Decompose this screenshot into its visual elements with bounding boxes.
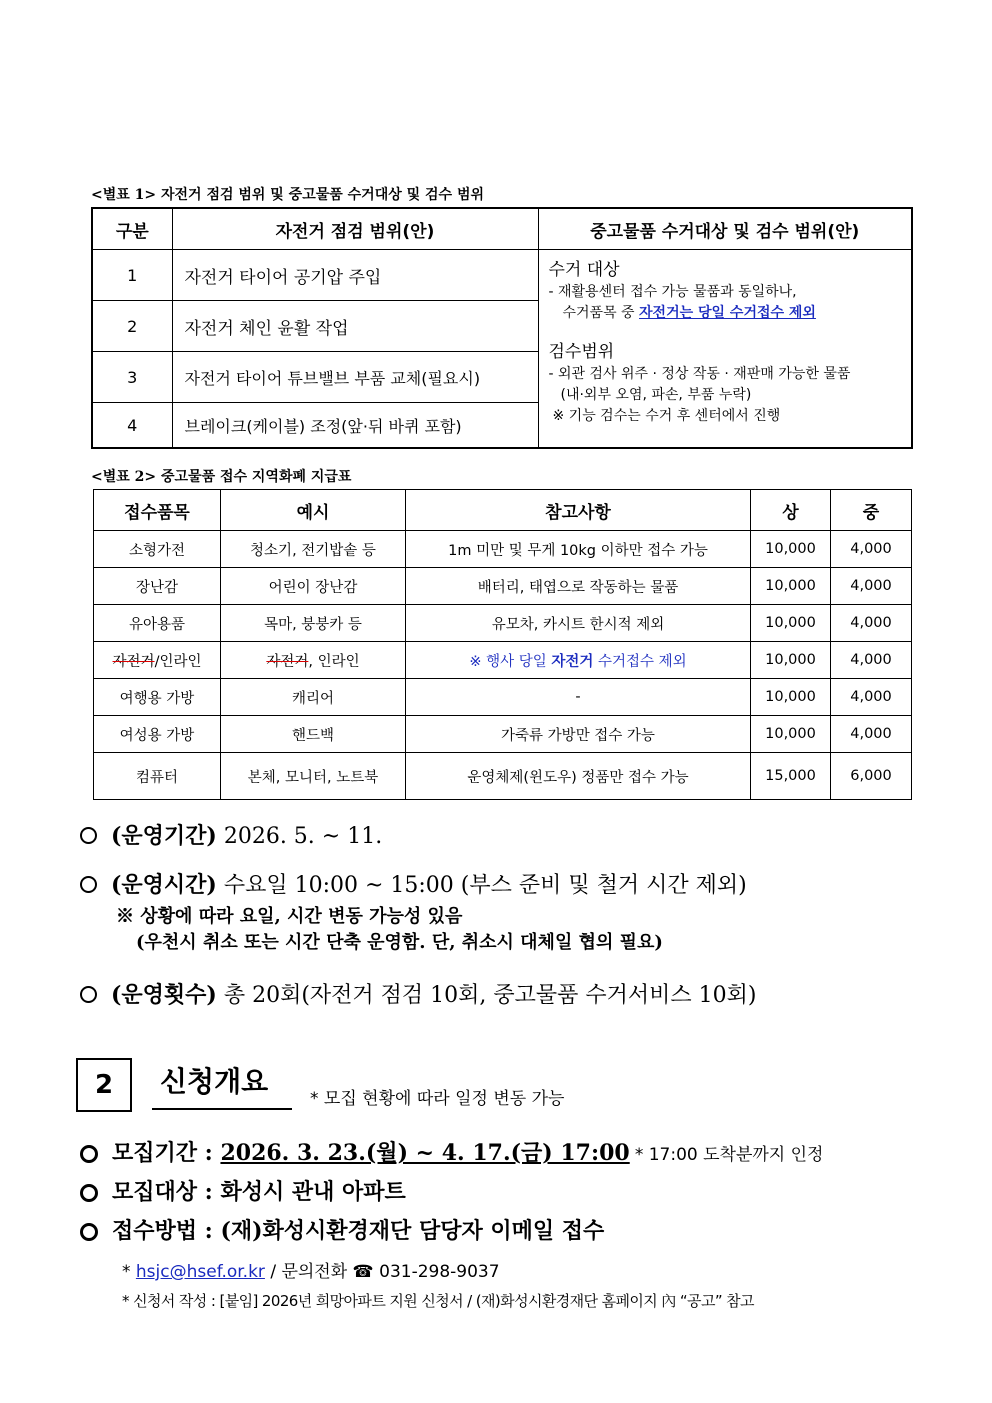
table1-caption: <별표 1> 자전거 점검 범위 및 중고물품 수거대상 및 검수 범위 (91, 187, 484, 203)
inspect-title: 검수범위 (548, 342, 615, 362)
recruit-target (80, 1175, 406, 1206)
cell-mid: 4,000 (831, 531, 912, 568)
cell-high: 10,000 (751, 605, 831, 642)
header-note: 참고사항 (406, 490, 751, 531)
item-rest: /인라인 (154, 653, 202, 670)
note-suffix: 수거접수 제외 (593, 653, 687, 670)
circle-bullet-icon (80, 1223, 98, 1241)
cell-high: 10,000 (751, 531, 831, 568)
cell-mid: 4,000 (831, 605, 912, 642)
cell-note (406, 642, 751, 679)
period-label: (운영기간) (111, 823, 217, 849)
time-note1: ※ 상황에 따라 요일, 시간 변동 가능성 있음 (116, 906, 463, 927)
cell-example: 핸드백 (221, 716, 406, 753)
cell-note: - (406, 679, 751, 716)
circle-bullet-icon (80, 827, 97, 844)
table-row (94, 568, 912, 605)
circle-bullet-icon (80, 1184, 98, 1202)
row-number: 1 (92, 250, 172, 301)
cell-mid: 4,000 (831, 679, 912, 716)
recruit-period (80, 1136, 823, 1167)
cell-mid: 4,000 (831, 568, 912, 605)
operation-period (80, 819, 382, 850)
struck-bike: 자전거 (266, 653, 309, 670)
row-text: 자전거 체인 윤활 작업 (172, 301, 538, 352)
header-mid: 중 (831, 490, 912, 531)
operation-count (80, 978, 756, 1009)
table-row (94, 679, 912, 716)
phone-label: / 문의전화 ☎ 031-298-9037 (264, 1262, 500, 1282)
cell-note: 운영체제(윈도우) 정품만 접수 가능 (406, 753, 751, 800)
cell-mid: 6,000 (831, 753, 912, 800)
row-number: 2 (92, 301, 172, 352)
cell-example: 캐리어 (221, 679, 406, 716)
cell-example: 청소기, 전기밥솥 등 (221, 531, 406, 568)
cell-mid: 4,000 (831, 716, 912, 753)
count-value: 총 20회(자전거 점검 10회, 중고물품 수거서비스 10회) (223, 983, 757, 1008)
cell-example: 본체, 모니터, 노트북 (221, 753, 406, 800)
row-text: 자전거 타이어 공기압 주입 (172, 250, 538, 301)
cell-note: 가죽류 가방만 접수 가능 (406, 716, 751, 753)
period-value: 2026. 5. ~ 11. (223, 824, 383, 849)
inspect-line1: - 외관 검사 위주 · 정상 작동 · 재판매 가능한 물품 (548, 366, 851, 382)
cell-high: 10,000 (751, 642, 831, 679)
table-header-row (94, 490, 912, 531)
target-label: 모집대상 : (112, 1179, 221, 1205)
cell-high: 10,000 (751, 716, 831, 753)
struck-bike: 자전거 (112, 653, 155, 670)
bike-excluded-highlight: 자전거는 당일 수거접수 제외 (639, 305, 816, 321)
collect-title: 수거 대상 (548, 260, 620, 280)
header-high: 상 (751, 490, 831, 531)
recruit-note: * 17:00 도착분까지 인정 (634, 1145, 824, 1165)
example-rest: , 인라인 (308, 653, 360, 670)
header-category: 구분 (92, 208, 172, 250)
cell-item: 여성용 가방 (94, 716, 221, 753)
section-number: 2 (76, 1058, 132, 1112)
goods-scope-cell (538, 250, 912, 449)
collect-line2-prefix: 수거품목 중 (562, 305, 640, 321)
reward-table (93, 489, 912, 800)
circle-bullet-icon (80, 876, 97, 893)
note-bold: 자전거 (551, 653, 594, 670)
cell-note: 1m 미만 및 무게 10kg 이하만 접수 가능 (406, 531, 751, 568)
section-note: * 모집 현황에 따라 일정 변동 가능 (310, 1089, 565, 1109)
cell-item: 장난감 (94, 568, 221, 605)
header-goods-scope: 중고물품 수거대상 및 검수 범위(안) (538, 208, 912, 250)
cell-mid: 4,000 (831, 642, 912, 679)
cell-high: 10,000 (751, 568, 831, 605)
count-label: (운영횟수) (111, 982, 217, 1008)
cell-item: 여행용 가방 (94, 679, 221, 716)
cell-note: 유모차, 카시트 한시적 제외 (406, 605, 751, 642)
table-row (94, 753, 912, 800)
method-label: 접수방법 : (112, 1218, 221, 1244)
form-note: * 신청서 작성 : [붙임] 2026년 희망아파트 지원 신청서 / (재)화성시환경재단 홈페이지 內 “공고” 참고 (122, 1292, 754, 1310)
header-bike-scope: 자전거 점검 범위(안) (172, 208, 538, 250)
cell-example: 목마, 붕붕카 등 (221, 605, 406, 642)
recruit-label: 모집기간 : (112, 1140, 221, 1166)
contact-line: * hsjc@hsef.or.kr / 문의전화 ☎ 031-298-9037 (122, 1262, 500, 1282)
recruit-value: 2026. 3. 23.(월) ~ 4. 17.(금) 17:00 (220, 1140, 630, 1166)
table-row (94, 531, 912, 568)
cell-high: 15,000 (751, 753, 831, 800)
table-row (92, 250, 912, 301)
table-row-bike (94, 642, 912, 679)
table2-caption: <별표 2> 중고물품 접수 지역화폐 지급표 (91, 469, 352, 485)
email-link[interactable]: hsjc@hsef.or.kr (135, 1262, 265, 1282)
row-text: 자전거 타이어 튜브밸브 부품 교체(필요시) (172, 352, 538, 403)
method-value: (재)화성시환경재단 담당자 이메일 접수 (220, 1218, 605, 1244)
collect-line2 (549, 303, 906, 324)
inspect-line3: ※ 기능 검수는 수거 후 센터에서 진행 (552, 408, 781, 424)
header-example: 예시 (221, 490, 406, 531)
table-header-row (92, 208, 912, 250)
inspect-line2: (내·외부 오염, 파손, 부품 누락) (560, 387, 752, 403)
inspection-scope-table (91, 207, 913, 449)
cell-note: 배터리, 태엽으로 작동하는 물품 (406, 568, 751, 605)
section-title: 신청개요 (152, 1060, 292, 1110)
cell-high: 10,000 (751, 679, 831, 716)
table-row (94, 605, 912, 642)
time-note2: (우천시 취소 또는 시간 단축 운영함. 단, 취소시 대체일 협의 필요) (136, 932, 663, 953)
cell-item: 유아용품 (94, 605, 221, 642)
time-label: (운영시간) (111, 872, 217, 898)
row-number: 4 (92, 403, 172, 449)
row-text: 브레이크(케이블) 조정(앞·뒤 바퀴 포함) (172, 403, 538, 449)
circle-bullet-icon (80, 986, 97, 1003)
table-row (94, 716, 912, 753)
cell-item: 소형가전 (94, 531, 221, 568)
cell-example (221, 642, 406, 679)
note-prefix: ※ 행사 당일 (469, 653, 552, 670)
time-value: 수요일 10:00 ~ 15:00 (부스 준비 및 철거 시간 제외) (223, 873, 747, 898)
header-item: 접수품목 (94, 490, 221, 531)
circle-bullet-icon (80, 1145, 98, 1163)
cell-item (94, 642, 221, 679)
cell-item: 컴퓨터 (94, 753, 221, 800)
apply-method (80, 1214, 604, 1245)
row-number: 3 (92, 352, 172, 403)
target-value: 화성시 관내 아파트 (220, 1179, 406, 1205)
collect-line1: - 재활용센터 접수 가능 물품과 동일하나, (548, 284, 797, 300)
cell-example: 어린이 장난감 (221, 568, 406, 605)
operation-time (80, 868, 747, 899)
